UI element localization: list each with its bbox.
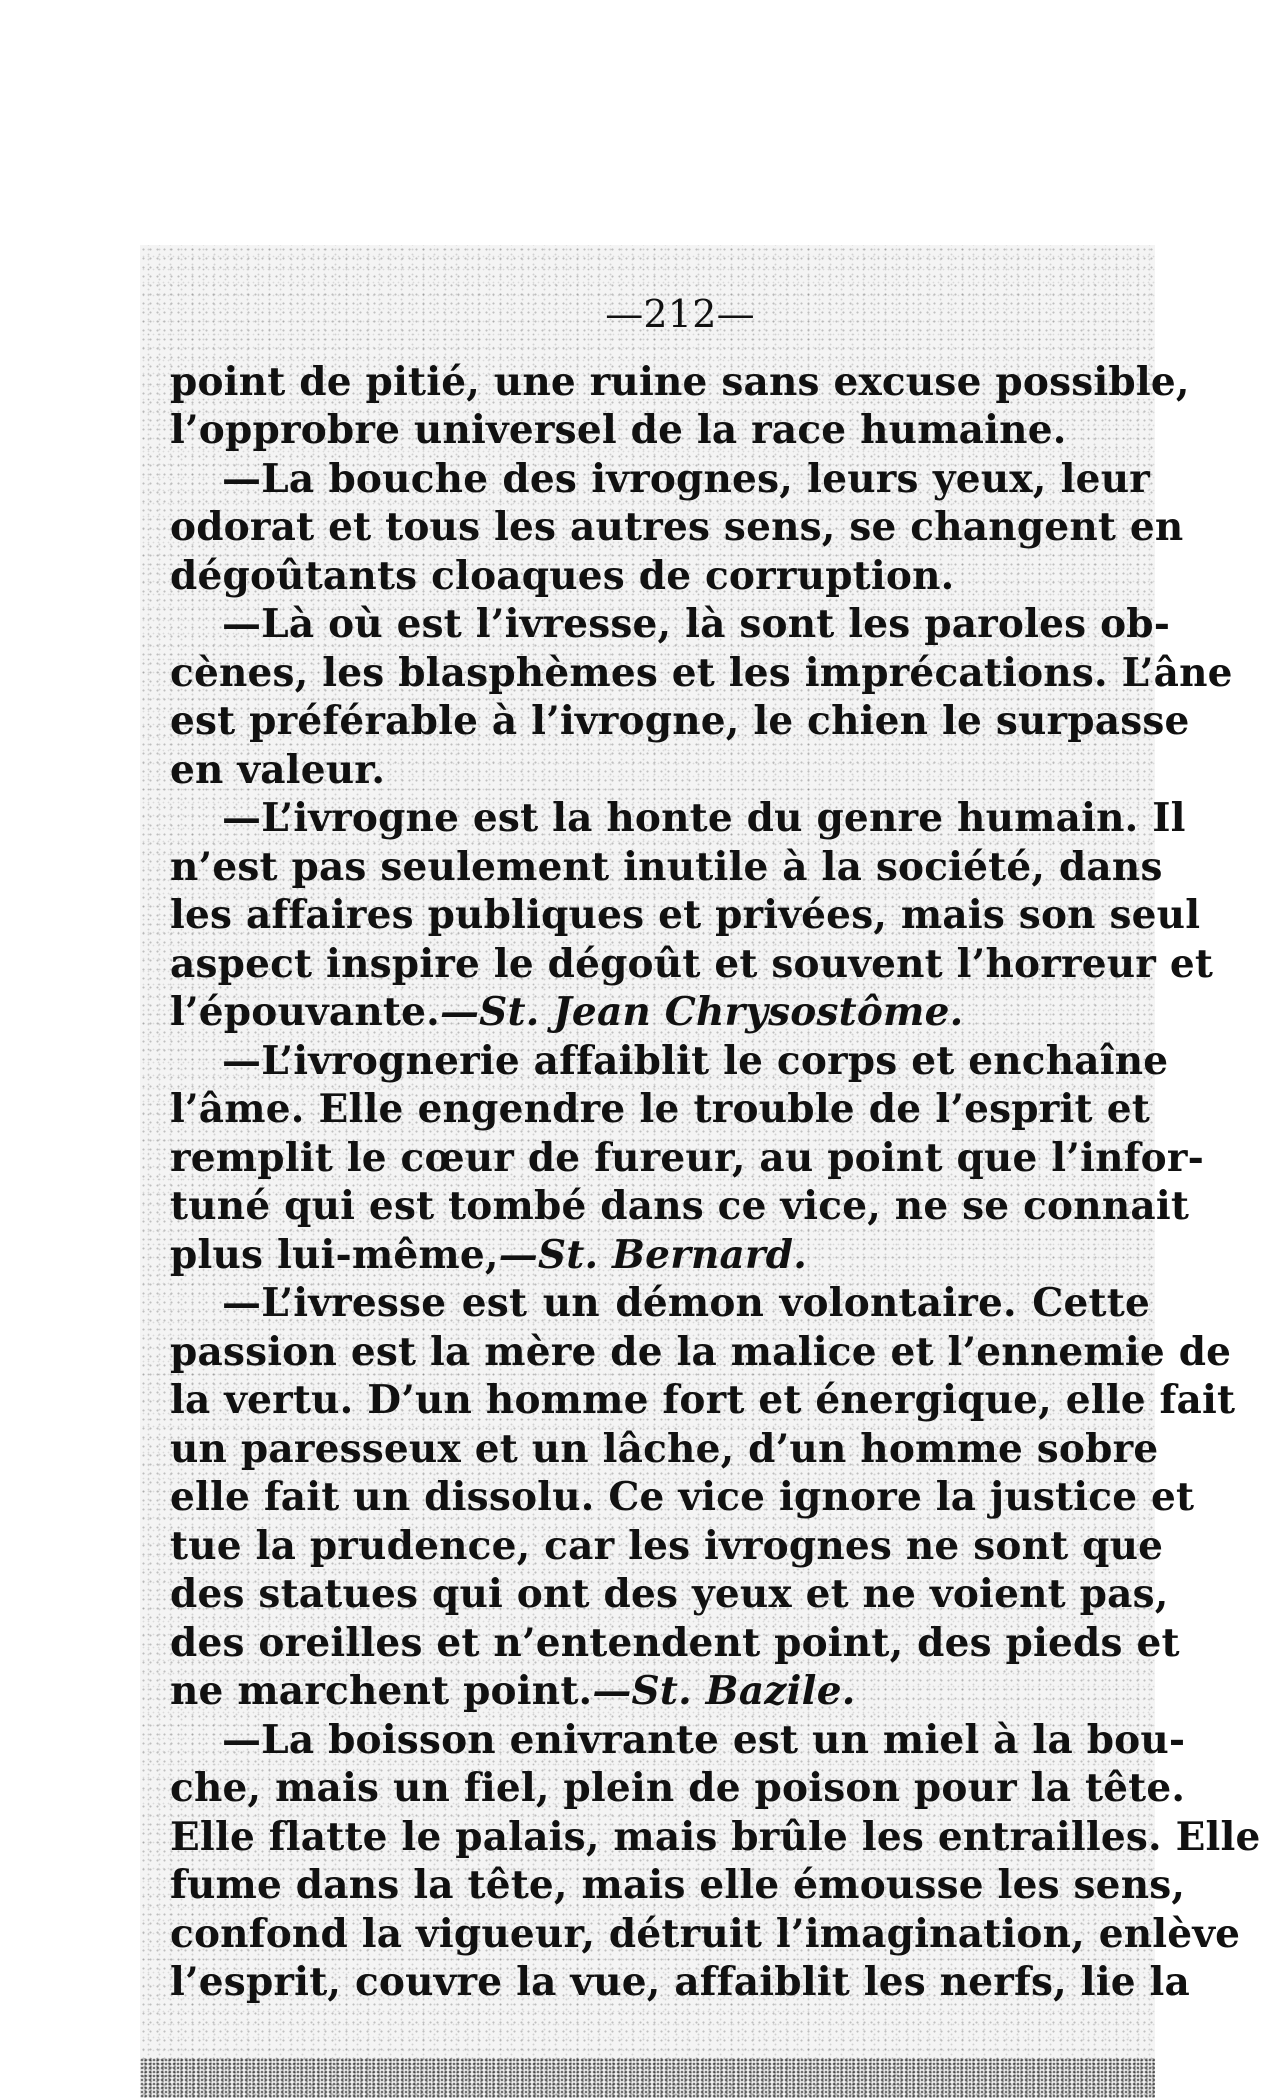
text-line: —L’ivrognerie affaiblit le corps et enchaîne <box>222 1037 1169 1084</box>
text-line: des oreilles et n’entendent point, des pieds et <box>170 1619 1180 1666</box>
text-line: des statues qui ont des yeux et ne voient pas, <box>170 1571 1169 1617</box>
text-line: l’esprit, couvre la vue, affaiblit les nerfs, lie la <box>170 1959 1191 2005</box>
text-lines <box>170 358 1261 2007</box>
text-line: ne marchent point.—St. Bazile. <box>170 1668 856 1714</box>
text-line: les affaires publiques et privées, mais son seul <box>170 892 1201 938</box>
text-line: tuné qui est tombé dans ce vice, ne se connait <box>170 1183 1190 1229</box>
text-line: Elle flatte le palais, mais brûle les entrailles. Elle <box>170 1813 1261 1860</box>
text-line: l’âme. Elle engendre le trouble de l’esprit et <box>170 1086 1150 1132</box>
text-line: l’épouvante.—St. Jean Chrysostôme. <box>170 989 964 1035</box>
text-line: fume dans la tête, mais elle émousse les sens, <box>170 1862 1186 1908</box>
text-line: —L’ivrogne est la honte du genre humain. Il <box>222 795 1186 841</box>
text-line: plus lui-même,—St. Bernard. <box>170 1231 807 1278</box>
citation-bernard: —St. Bernard. <box>498 1231 807 1278</box>
text-line: est préférable à l’ivrogne, le chien le surpasse <box>170 698 1190 744</box>
text-line: confond la vigueur, détruit l’imagination, enlève <box>170 1910 1241 1957</box>
text-line: —La bouche des ivrognes, leurs yeux, leur <box>222 455 1150 502</box>
citation-chrysostome: —St. Jean Chrysostôme. <box>439 989 964 1035</box>
text-line: remplit le cœur de fureur, au point que l’infor- <box>170 1134 1204 1181</box>
text-line: odorat et tous les autres sens, se changent en <box>170 504 1184 550</box>
text-line: che, mais un fiel, plein de poison pour la tête. <box>170 1765 1186 1811</box>
text-line: dégoûtants cloaques de corruption. <box>170 552 955 599</box>
text-line: elle fait un dissolu. Ce vice ignore la justice et <box>170 1474 1195 1520</box>
text-line: point de pitié, une ruine sans excuse possible, <box>170 358 1190 405</box>
text-line: tue la prudence, car les ivrognes ne sont que <box>170 1522 1164 1569</box>
text-line: passion est la mère de la malice et l’ennemie de <box>170 1328 1232 1375</box>
text-line: —La boisson enivrante est un miel à la bou- <box>222 1716 1186 1763</box>
text-line: n’est pas seulement inutile à la société, dans <box>170 843 1163 890</box>
page-text-block <box>170 290 1261 2007</box>
text-line: la vertu. D’un homme fort et énergique, elle fait <box>170 1377 1236 1423</box>
text-line: l’opprobre universel de la race humaine. <box>170 407 1067 453</box>
text-line: un paresseux et un lâche, d’un homme sobre <box>170 1425 1159 1472</box>
scan-bottom-edge <box>140 2058 1155 2098</box>
text-line: en valeur. <box>170 746 386 793</box>
page-number: —212— <box>605 292 755 336</box>
text-line: aspect inspire le dégoût et souvent l’horreur et <box>170 940 1214 987</box>
citation-bazile: —St. Bazile. <box>592 1668 856 1714</box>
text-line: cènes, les blasphèmes et les imprécations. L’âne <box>170 649 1233 696</box>
text-line: —L’ivresse est un démon volontaire. Cette <box>222 1280 1150 1326</box>
text-line: —Là où est l’ivresse, là sont les paroles ob- <box>222 601 1171 647</box>
